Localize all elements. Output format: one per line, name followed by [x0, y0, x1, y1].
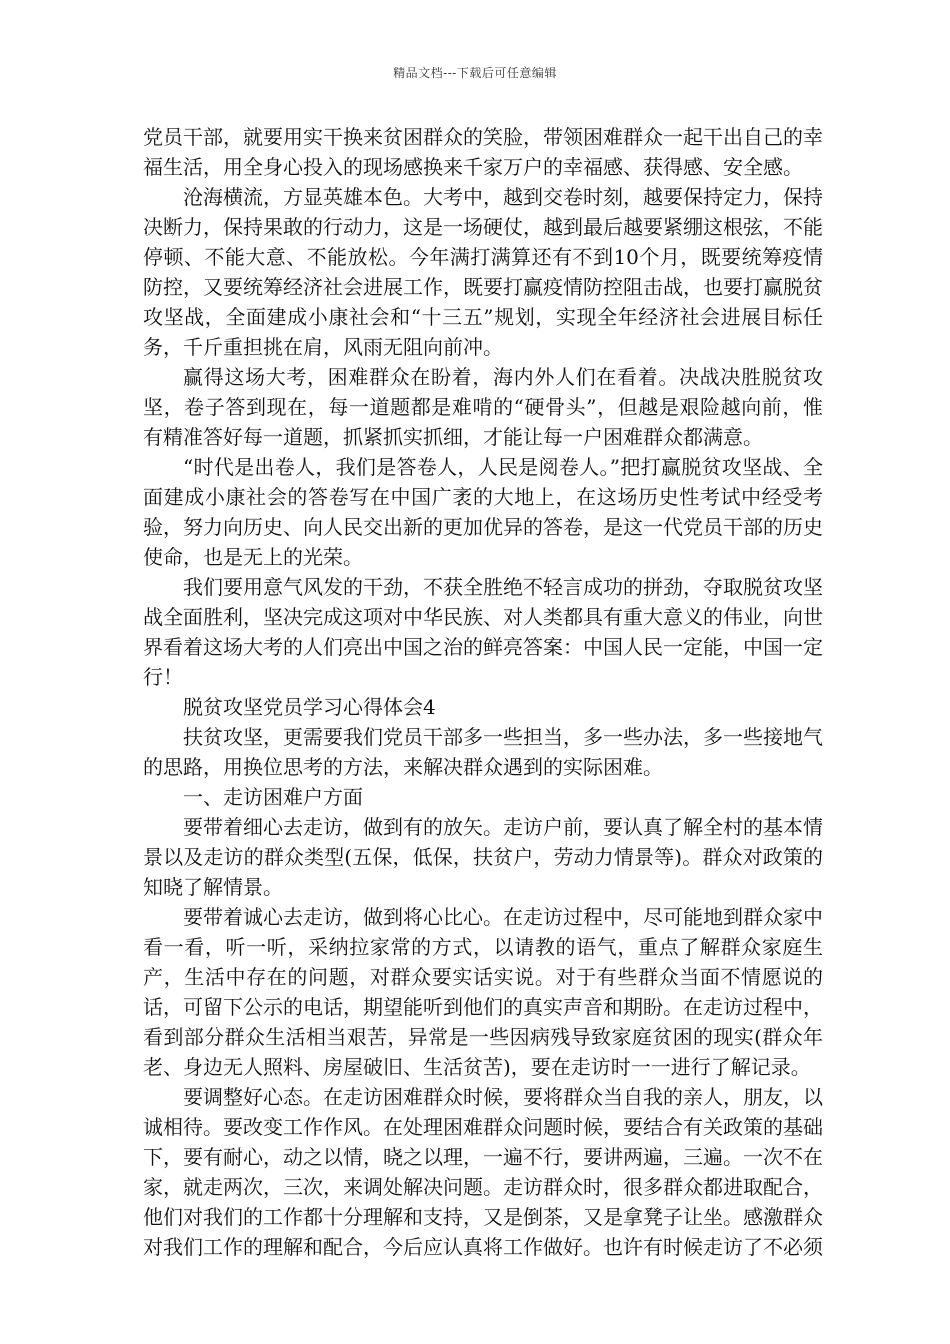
paragraph: 我们要用意气风发的干劲，不获全胜绝不轻言成功的拼劲，夺取脱贫攻坚战全面胜利，坚决完成这项对中华民族、对人类都具有重大意义的伟业，向世界看着这场大考的人们亮出中国之治的鲜亮答案：中国人民一定能，中国一定行！ — [143, 575, 823, 689]
page-header: 精品文档---下载后可任意编辑 — [393, 66, 557, 80]
paragraph: 扶贫攻坚，更需要我们党员干部多一些担当，多一些办法，多一些接地气的思路，用换位思考的方法，来解决群众遇到的实际困难。 — [143, 725, 823, 779]
section-title: 脱贫攻坚党员学习心得体会4 — [183, 695, 436, 719]
paragraph: 要调整好心态。在走访困难群众时候，要将群众当自我的亲人，朋友，以诚相待。要改变工作作风。在处理困难群众问题时候，要结合有关政策的基础下，要有耐心，动之以情，晓之以理，一遍不行，要讲两遍，三遍。一次不在家，就走两次，三次，来调处解决问题。走访群众时，很多群众都进取配合，他们对我们的工作都十分理解和支持，又是倒茶，又是拿凳子让坐。感激群众对我们工作的理解和配合，今后应认真将工作做好。也许有时候走访了不必须 — [143, 1085, 823, 1259]
paragraph: “时代是出卷人，我们是答卷人，人民是阅卷人。”把打赢脱贫攻坚战、全面建成小康社会的答卷写在中国广袤的大地上，在这场历史性考试中经受考验，努力向历史、向人民交出新的更加优异的答卷，是这一代党员干部的历史使命，也是无上的光荣。 — [143, 455, 823, 569]
subsection-heading: 一、走访困难户方面 — [183, 785, 363, 809]
paragraph: 党员干部，就要用实干换来贫困群众的笑脸，带领困难群众一起干出自己的幸福生活，用全身心投入的现场感换来千家万户的幸福感、获得感、安全感。 — [143, 125, 823, 179]
document-body — [143, 122, 823, 1262]
paragraph: 要带着细心去走访，做到有的放矢。走访户前，要认真了解全村的基本情景以及走访的群众类型(五保，低保，扶贫户，劳动力情景等)。群众对政策的知晓了解情景。 — [143, 815, 823, 899]
paragraph: 赢得这场大考，困难群众在盼着，海内外人们在看着。决战决胜脱贫攻坚，卷子答到现在，每一道题都是难啃的“硬骨头”，但越是艰险越向前，惟有精准答好每一道题，抓紧抓实抓细，才能让每一户困难群众都满意。 — [143, 365, 823, 449]
paragraph: 要带着诚心去走访，做到将心比心。在走访过程中，尽可能地到群众家中看一看，听一听，采纳拉家常的方式，以请教的语气，重点了解群众家庭生产，生活中存在的问题，对群众要实话实说。对于有些群众当面不情愿说的话，可留下公示的电话，期望能听到他们的真实声音和期盼。在走访过程中，看到部分群众生活相当艰苦，异常是一些因病残导致家庭贫困的现实(群众年老、身边无人照料、房屋破旧、生活贫苦)，要在走访时一一进行了解记录。 — [143, 905, 823, 1079]
paragraph: 沧海横流，方显英雄本色。大考中，越到交卷时刻，越要保持定力，保持决断力，保持果敢的行动力，这是一场硬仗，越到最后越要紧绷这根弦，不能停顿、不能大意、不能放松。今年满打满算还有不到10个月，既要统筹疫情防控，又要统筹经济社会进展工作，既要打赢疫情防控阻击战，也要打赢脱贫攻坚战，全面建成小康社会和“十三五”规划，实现全年经济社会进展目标任务，千斤重担挑在肩，风雨无阻向前冲。 — [143, 185, 823, 359]
